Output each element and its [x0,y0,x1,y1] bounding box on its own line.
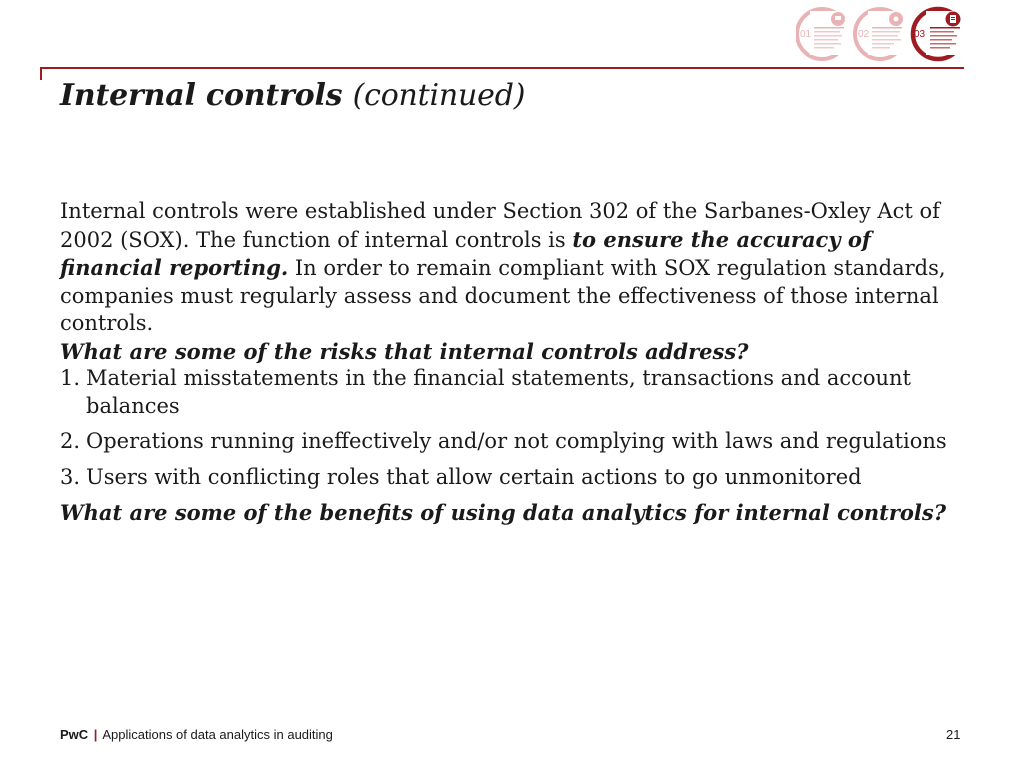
risks-list [60,365,975,491]
intro-paragraph [60,198,975,338]
progress-step-02 [855,9,908,59]
footer [60,727,333,742]
progress-step-03-number: 03 [914,29,926,40]
list-item [60,464,975,492]
page-number: 21 [946,727,961,742]
slide-body [60,198,975,527]
intro-emphasis: to ensure the accuracy of financial reporting. [60,226,871,280]
slide-title-suffix: (continued) [352,78,526,113]
list-item-number: 3. [60,464,81,489]
intro-text-1: Internal controls were established under Section 302 of the Sarbanes-Oxley Act of 2002 (SOX). The function of internal controls is [60,199,940,252]
list-item-number: 2. [60,429,81,453]
footer-separator: | [93,727,98,742]
risks-question: What are some of the risks that internal controls address? [60,338,749,364]
section-progress [796,6,972,62]
list-item [60,365,975,420]
list-item-text: Users with conflicting roles that allow certain actions to go unmonitored [86,464,862,489]
list-item-text: Operations running ineffectively and/or not complying with laws and regulations [86,429,947,453]
slide-title [60,78,525,113]
benefits-question: What are some of the benefits of using data analytics for internal controls? [60,500,947,525]
intro-text-2: In order to remain compliant with SOX regulation standards, companies must regularly assess and document the effectiveness of those internal controls. [60,256,946,335]
progress-step-03 [913,9,966,59]
slide-title-main: Internal controls [60,78,343,113]
progress-step-01-number: 01 [800,29,812,40]
header-corner-tick [40,67,42,80]
list-item-number: 1. [60,366,81,390]
progress-step-01 [797,9,850,59]
list-item-text: Material misstatements in the financial statements, transactions and account balances [86,366,911,418]
footer-course-title: Applications of data analytics in auditing [102,727,333,742]
footer-brand: PwC [60,727,89,742]
header-rule [40,67,964,69]
progress-step-02-number: 02 [858,29,870,40]
list-item [60,428,975,456]
